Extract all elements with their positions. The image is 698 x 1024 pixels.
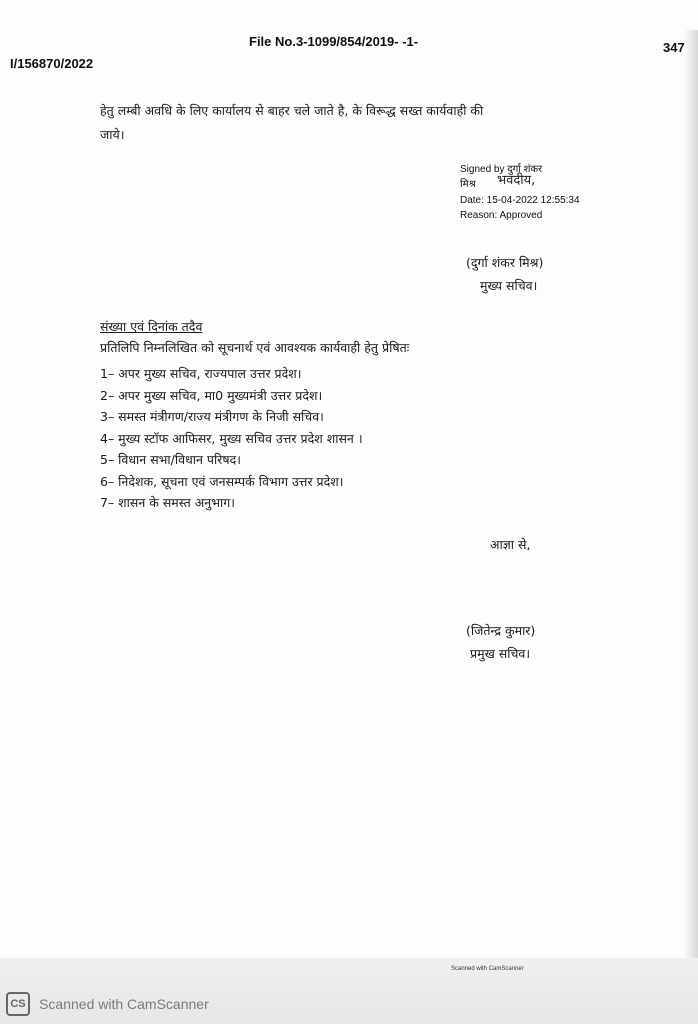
signed-by-label: Signed by दुर्गा शंकर xyxy=(460,164,543,175)
distribution-item: 4– मुख्य स्टॉफ आफिसर, मुख्य सचिव उत्तर प्रदेश शासन । xyxy=(100,431,363,446)
distribution-item: 6– निदेशक, सूचना एवं जनसम्पर्क विभाग उत्तर प्रदेश। xyxy=(100,474,344,489)
greeting: भवदीय, xyxy=(497,173,536,188)
reference-number: I/156870/2022 xyxy=(10,56,94,71)
order-signatory-designation: प्रमुख सचिव। xyxy=(470,646,531,661)
page-edge-shadow xyxy=(684,30,698,960)
distribution-item: 2– अपर मुख्य सचिव, मा0 मुख्यमंत्री उत्तर प्रदेश। xyxy=(100,388,323,403)
distribution-item: 1– अपर मुख्य सचिव, राज्यपाल उत्तर प्रदेश। xyxy=(100,366,302,381)
distribution-intro: प्रतिलिपि निम्नलिखित को सूचनार्थ एवं आवश्यक कार्यवाही हेतु प्रेषितः xyxy=(100,340,410,355)
signature-date: Date: 15-04-2022 12:55:34 xyxy=(460,195,580,206)
distribution-heading: संख्या एवं दिनांक तदैव xyxy=(100,319,203,334)
body-line-2: जाये। xyxy=(100,127,125,142)
camscanner-watermark xyxy=(6,992,209,1016)
file-number: File No.3-1099/854/2019- -1- xyxy=(249,34,419,49)
signatory-name: (दुर्गा शंकर मिश्र) xyxy=(466,255,544,270)
scanner-small-mark: Scanned with CamScanner xyxy=(451,966,524,972)
page-number: 347 xyxy=(663,40,685,55)
order-signatory-name: (जितेन्द्र कुमार) xyxy=(466,623,536,638)
distribution-item: 5– विधान सभा/विधान परिषद। xyxy=(100,452,241,467)
signer-name-continued: मिश्र xyxy=(460,179,476,190)
body-line-1: हेतु लम्बी अवधि के लिए कार्यालय से बाहर चले जाते है, के विरूद्ध सख्त कार्यवाही की xyxy=(100,103,484,118)
camscanner-watermark-text: Scanned with CamScanner xyxy=(39,996,209,1012)
distribution-item: 7– शासन के समस्त अनुभाग। xyxy=(100,495,236,510)
by-order-text: आज्ञा से, xyxy=(490,537,531,552)
distribution-item: 3– समस्त मंत्रीगण/राज्य मंत्रीगण के निजी सचिव। xyxy=(100,409,324,424)
signature-reason: Reason: Approved xyxy=(460,210,543,221)
signatory-designation: मुख्य सचिव। xyxy=(480,278,538,293)
camscanner-logo-icon: CS xyxy=(6,992,30,1016)
